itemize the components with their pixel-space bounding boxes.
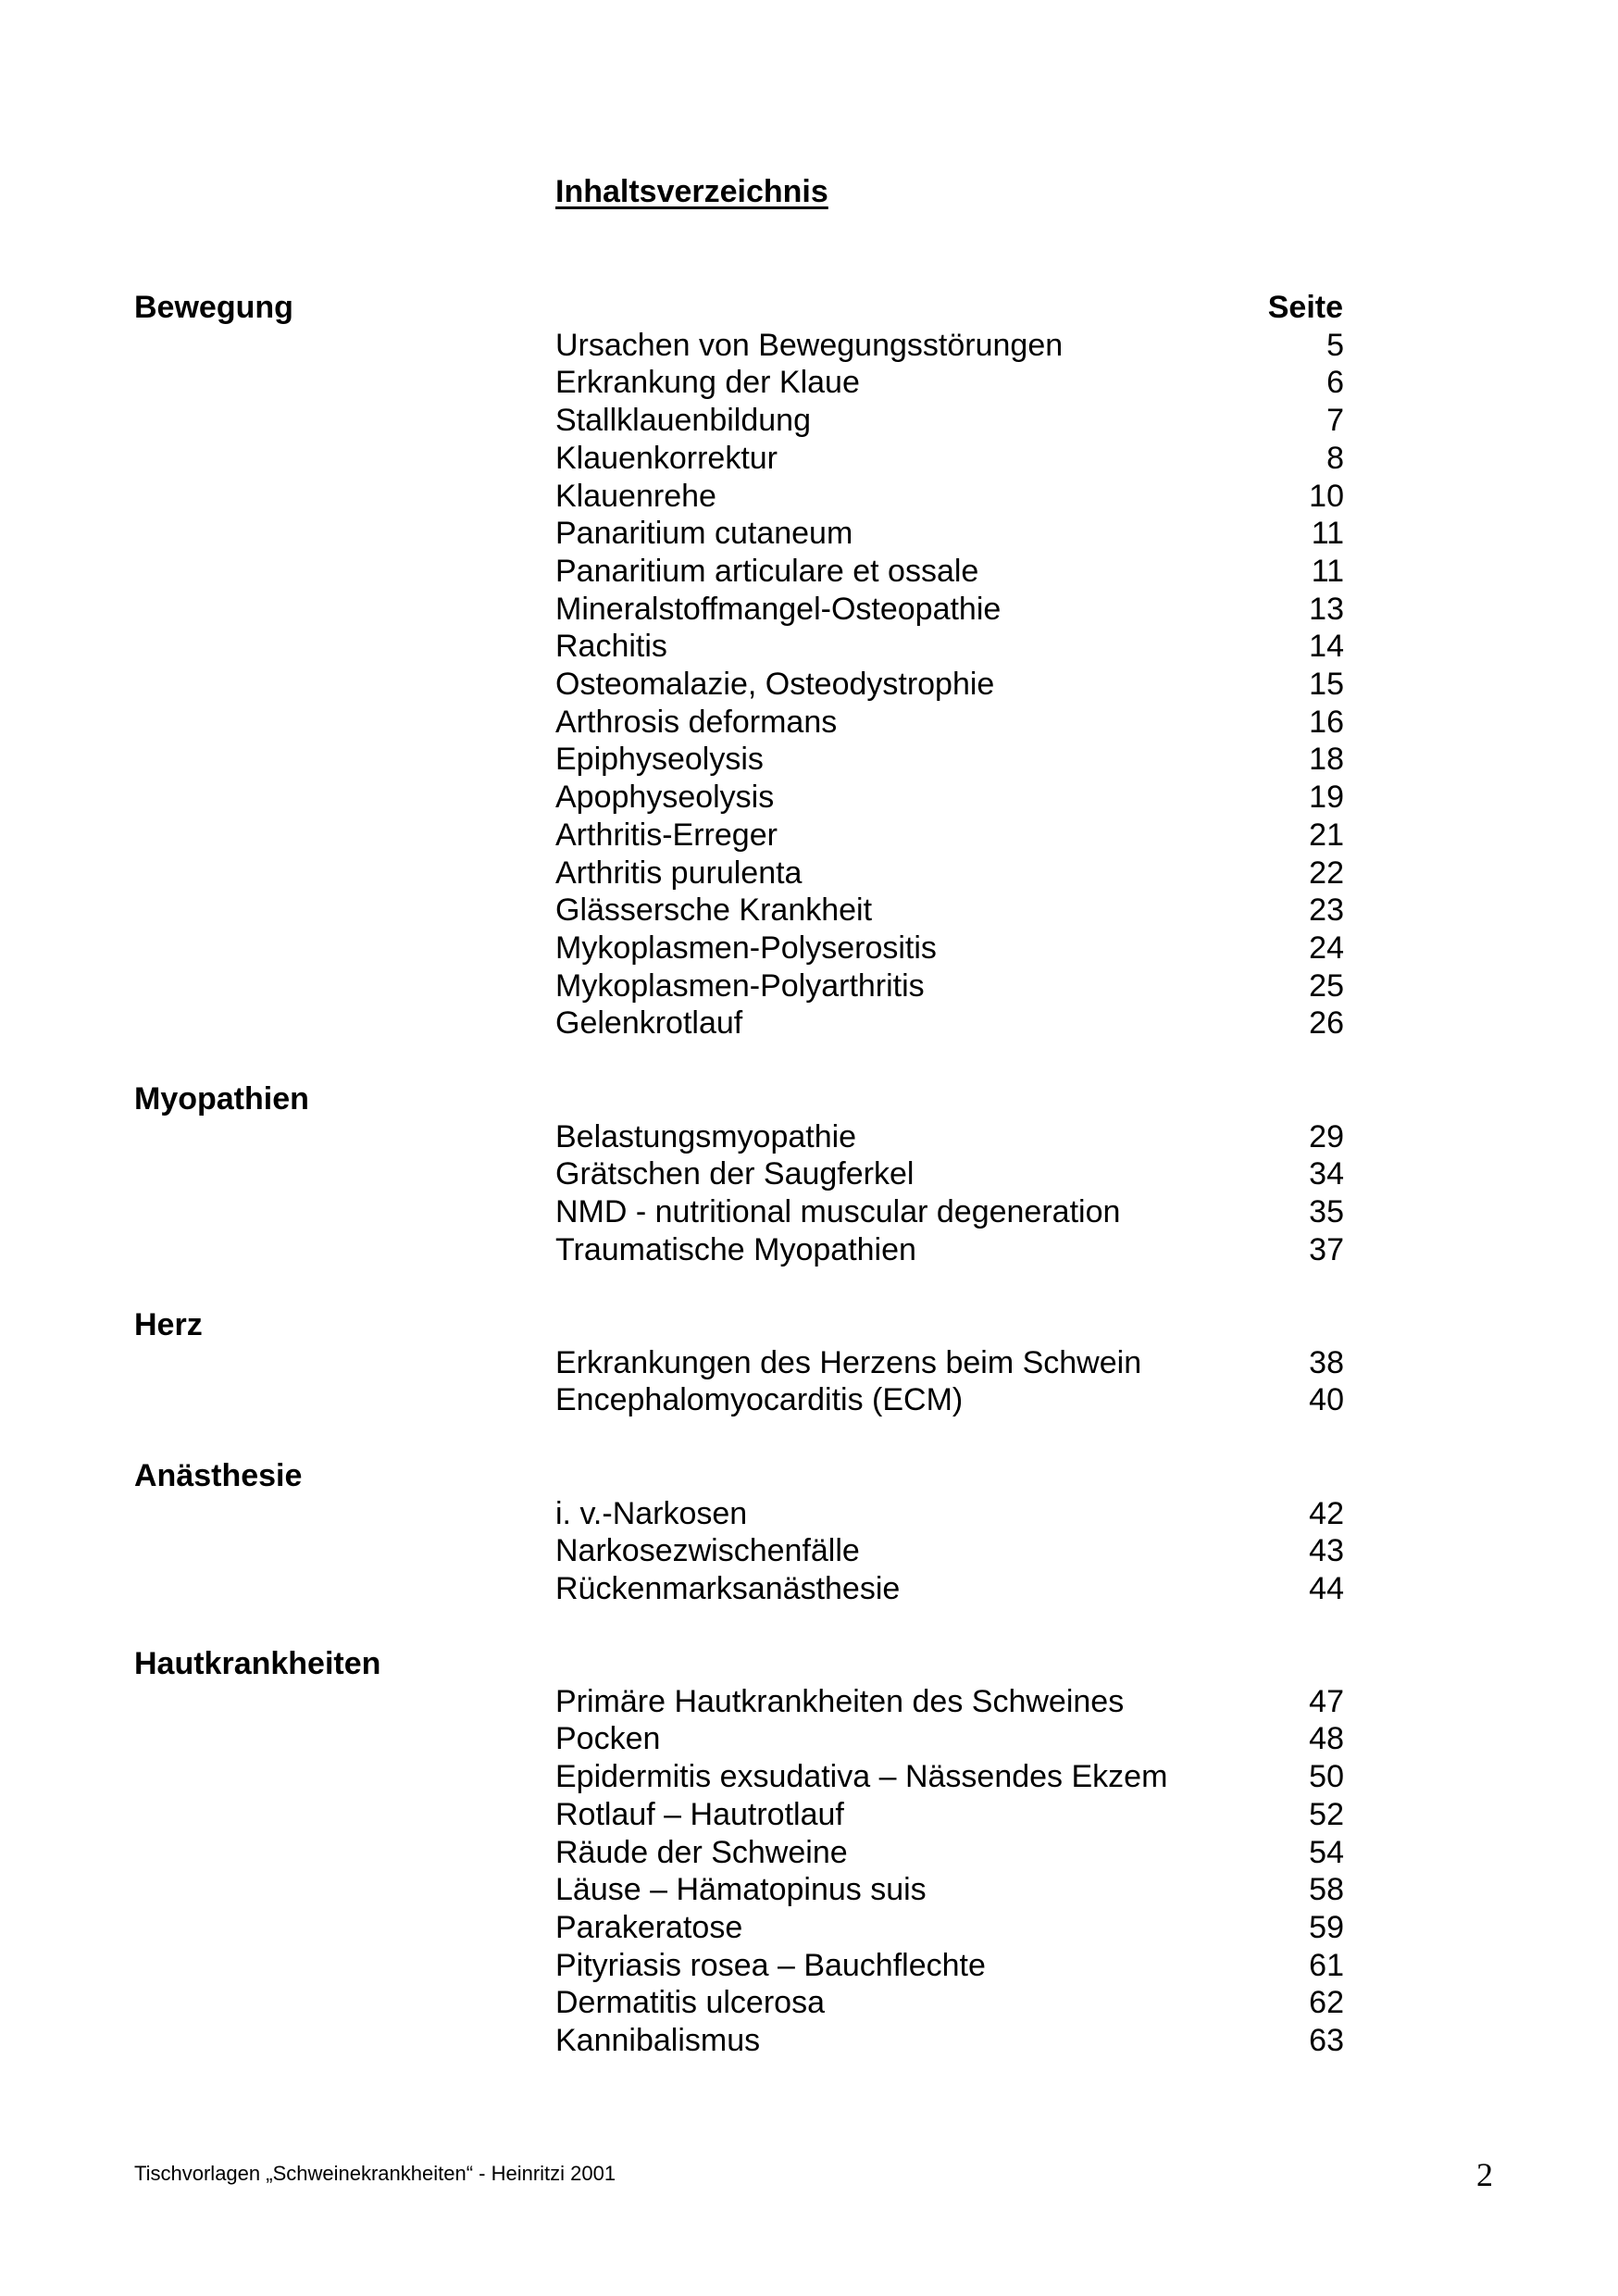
toc-entry[interactable] <box>555 440 1344 478</box>
entry-title: Mykoplasmen-Polyserositis <box>555 930 937 966</box>
toc-entry[interactable] <box>555 1532 1344 1570</box>
page-title: Inhaltsverzeichnis <box>555 174 828 209</box>
toc-entry[interactable] <box>555 855 1344 892</box>
entry-page: 5 <box>1326 327 1344 363</box>
entry-title: Osteomalazie, Osteodystrophie <box>555 667 995 702</box>
entry-title: Mineralstoffmangel-Osteopathie <box>555 591 1002 627</box>
entry-title: Epiphyseolysis <box>555 742 764 778</box>
entry-page: 37 <box>1309 1231 1344 1267</box>
entry-title: Primäre Hautkrankheiten des Schweines <box>555 1683 1125 1719</box>
entry-title: Epidermitis exsudativa – Nässendes Ekzem <box>555 1759 1168 1795</box>
toc-entry[interactable] <box>555 628 1344 666</box>
entry-page: 38 <box>1309 1344 1344 1380</box>
entry-page: 29 <box>1309 1118 1344 1154</box>
toc-entry[interactable] <box>555 364 1344 402</box>
entry-title: Rückenmarksanästhesie <box>555 1571 901 1607</box>
entry-title: Gelenkrotlauf <box>555 1005 743 1042</box>
toc-entry[interactable] <box>555 402 1344 440</box>
toc-entry[interactable] <box>555 1381 1344 1419</box>
page-column-label: Seite <box>1267 290 1343 325</box>
entry-title: Arthritis purulenta <box>555 855 803 891</box>
toc-entry[interactable] <box>555 666 1344 704</box>
entry-page: 44 <box>1309 1571 1344 1607</box>
entry-title: Rachitis <box>555 629 667 665</box>
toc-entry[interactable] <box>555 1909 1344 1947</box>
toc-entry[interactable] <box>555 1796 1344 1834</box>
toc-entry[interactable] <box>555 478 1344 516</box>
toc-entry[interactable] <box>555 1720 1344 1758</box>
entry-page: 35 <box>1309 1194 1344 1230</box>
toc-entry[interactable] <box>555 591 1344 629</box>
entry-title: Traumatische Myopathien <box>555 1231 916 1267</box>
toc-entry[interactable] <box>555 1193 1344 1231</box>
entry-page: 19 <box>1309 780 1344 816</box>
entry-page: 43 <box>1309 1533 1344 1569</box>
entry-title: Pityriasis rosea – Bauchflechte <box>555 1947 986 1983</box>
toc-entry[interactable] <box>555 1834 1344 1872</box>
entry-page: 11 <box>1311 516 1344 552</box>
toc-entry[interactable] <box>555 1495 1344 1533</box>
toc-entry[interactable] <box>555 779 1344 817</box>
toc-entry[interactable] <box>555 1004 1344 1042</box>
entry-title: Belastungsmyopathie <box>555 1118 857 1154</box>
entry-title: Panaritium cutaneum <box>555 516 853 552</box>
entry-page: 47 <box>1309 1683 1344 1719</box>
entry-page: 48 <box>1309 1721 1344 1757</box>
page-number: 2 <box>1476 2156 1493 2193</box>
toc-entry[interactable] <box>555 1570 1344 1608</box>
entry-page: 16 <box>1309 704 1344 740</box>
toc-entry[interactable] <box>555 1231 1344 1269</box>
entry-page: 21 <box>1309 817 1344 853</box>
section-heading: Bewegung <box>134 290 293 325</box>
entry-title: Kannibalismus <box>555 2023 761 2058</box>
toc-entry[interactable] <box>555 704 1344 742</box>
toc-entry[interactable] <box>555 1947 1344 1985</box>
entry-title: Dermatitis ulcerosa <box>555 1985 825 2021</box>
toc-entry[interactable] <box>555 967 1344 1005</box>
entry-title: i. v.-Narkosen <box>555 1495 748 1531</box>
entry-page: 18 <box>1309 742 1344 778</box>
entry-page: 54 <box>1309 1834 1344 1870</box>
entry-title: Erkrankung der Klaue <box>555 365 860 401</box>
entry-title: Klauenkorrektur <box>555 440 778 476</box>
entry-page: 52 <box>1309 1796 1344 1832</box>
entry-title: Ursachen von Bewegungsstörungen <box>555 327 1064 363</box>
entry-title: Klauenrehe <box>555 478 716 514</box>
entry-title: Parakeratose <box>555 1909 743 1945</box>
entry-page: 61 <box>1309 1947 1344 1983</box>
toc-entry[interactable] <box>555 1984 1344 2022</box>
entry-page: 63 <box>1309 2023 1344 2058</box>
toc-entry[interactable] <box>555 1344 1344 1382</box>
entry-page: 22 <box>1309 855 1344 891</box>
entry-title: Arthrosis deformans <box>555 704 838 740</box>
entry-page: 8 <box>1326 440 1344 476</box>
entry-title: Apophyseolysis <box>555 780 775 816</box>
toc-entry[interactable] <box>555 1155 1344 1193</box>
toc-entry[interactable] <box>555 1758 1344 1796</box>
toc-entry[interactable] <box>555 741 1344 779</box>
entry-page: 62 <box>1309 1985 1344 2021</box>
entry-title: Rotlauf – Hautrotlauf <box>555 1796 844 1832</box>
entry-title: Pocken <box>555 1721 661 1757</box>
entry-title: Erkrankungen des Herzens beim Schwein <box>555 1344 1142 1380</box>
toc-entry[interactable] <box>555 2022 1344 2060</box>
toc-entry[interactable] <box>555 1118 1344 1156</box>
toc-entry[interactable] <box>555 515 1344 553</box>
entry-page: 11 <box>1311 553 1344 589</box>
entry-title: NMD - nutritional muscular degeneration <box>555 1194 1121 1230</box>
section-heading: Herz <box>134 1307 203 1342</box>
toc-entry[interactable] <box>555 1871 1344 1909</box>
toc-entry[interactable] <box>555 553 1344 591</box>
entry-title: Narkosezwischenfälle <box>555 1533 860 1569</box>
entry-title: Stallklauenbildung <box>555 403 811 439</box>
toc-entry[interactable] <box>555 892 1344 930</box>
entry-title: Panaritium articulare et ossale <box>555 553 979 589</box>
toc-entry[interactable] <box>555 930 1344 967</box>
toc-entry[interactable] <box>555 1683 1344 1721</box>
entry-page: 24 <box>1309 930 1344 966</box>
entry-title: Encephalomyocarditis (ECM) <box>555 1382 964 1418</box>
toc-entry[interactable] <box>555 817 1344 855</box>
entry-page: 7 <box>1326 403 1344 439</box>
entry-page: 26 <box>1309 1005 1344 1042</box>
entry-page: 34 <box>1309 1156 1344 1192</box>
entry-page: 40 <box>1309 1382 1344 1418</box>
section-heading: Anästhesie <box>134 1458 303 1493</box>
entry-title: Räude der Schweine <box>555 1834 848 1870</box>
entry-title: Arthritis-Erreger <box>555 817 778 853</box>
entry-title: Mykoplasmen-Polyarthritis <box>555 967 925 1004</box>
entry-title: Läuse – Hämatopinus suis <box>555 1872 927 1908</box>
entry-page: 10 <box>1309 478 1344 514</box>
entry-page: 42 <box>1309 1495 1344 1531</box>
entry-page: 50 <box>1309 1759 1344 1795</box>
toc-entry[interactable] <box>555 327 1344 365</box>
entry-page: 6 <box>1326 365 1344 401</box>
page-footer: Tischvorlagen „Schweinekrankheiten“ - Heinritzi 2001 <box>134 2162 616 2185</box>
section-heading: Myopathien <box>134 1081 309 1117</box>
entry-page: 25 <box>1309 967 1344 1004</box>
entry-title: Grätschen der Saugferkel <box>555 1156 915 1192</box>
entry-page: 15 <box>1309 667 1344 702</box>
entry-page: 58 <box>1309 1872 1344 1908</box>
section-heading: Hautkrankheiten <box>134 1646 381 1681</box>
entry-page: 14 <box>1309 629 1344 665</box>
entry-page: 59 <box>1309 1909 1344 1945</box>
entry-page: 23 <box>1309 892 1344 929</box>
entry-page: 13 <box>1309 591 1344 627</box>
entry-title: Glässersche Krankheit <box>555 892 873 929</box>
